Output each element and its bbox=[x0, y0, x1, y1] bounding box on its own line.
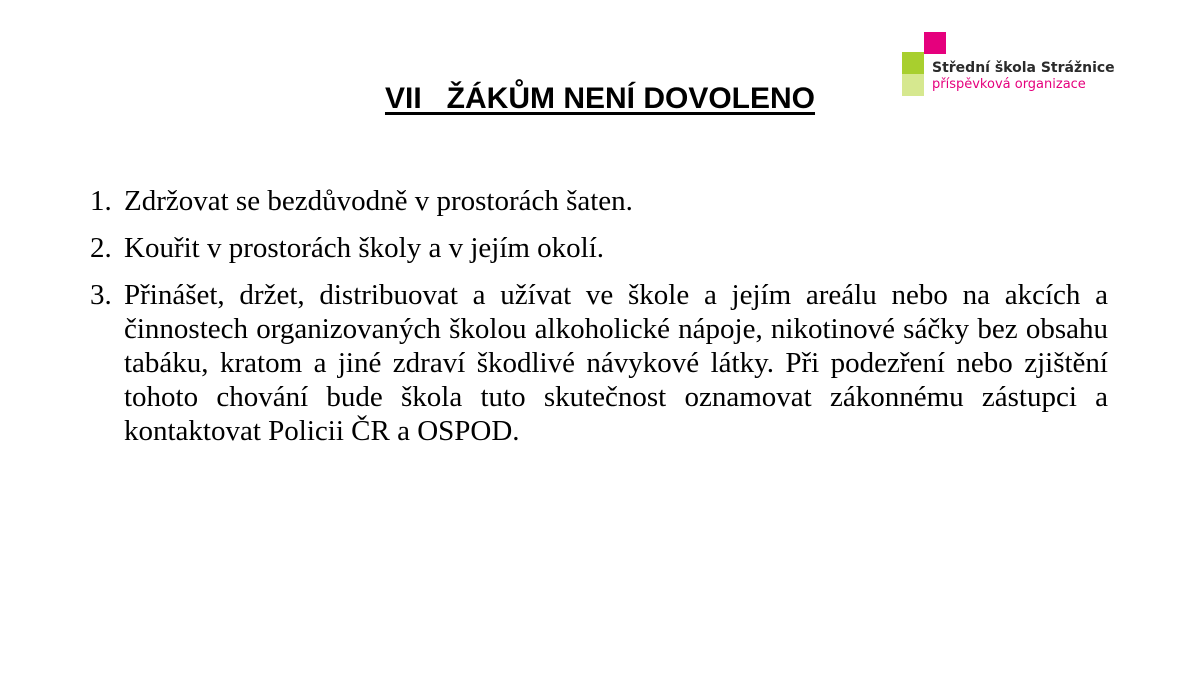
item-number: 3. bbox=[90, 279, 112, 311]
logo-green-square bbox=[902, 52, 924, 74]
logo-subtitle: příspěvková organizace bbox=[932, 77, 1086, 92]
logo-pink-square bbox=[924, 32, 946, 54]
logo-school-name: Střední škola Strážnice bbox=[932, 60, 1115, 76]
list-item bbox=[90, 231, 1108, 265]
item-number: 1. bbox=[90, 185, 112, 217]
rules-list bbox=[90, 184, 1108, 461]
slide-title: VII ŽÁKŮM NENÍ DOVOLENO bbox=[384, 82, 816, 115]
list-item bbox=[90, 184, 1108, 218]
item-text: Kouřit v prostorách školy a v jejím okolí. bbox=[124, 232, 605, 264]
item-text: Přinášet, držet, distribuovat a užívat ve škole a jejím areálu nebo na akcích a činnostech organizovaných školou alkoholické nápoje, nikotinové sáčky bez obsahu tabáku, kratom a jiné zdraví škodlivé návykové látky. Při podezření nebo zjištění tohoto chování bude škola tuto skutečnost oznamovat zákonnému zástupci a kontaktovat Policii ČR a OSPOD. bbox=[124, 279, 1108, 447]
item-number: 2. bbox=[90, 232, 112, 264]
item-text: Zdržovat se bezdůvodně v prostorách šaten. bbox=[124, 185, 633, 217]
list-item bbox=[90, 278, 1108, 448]
